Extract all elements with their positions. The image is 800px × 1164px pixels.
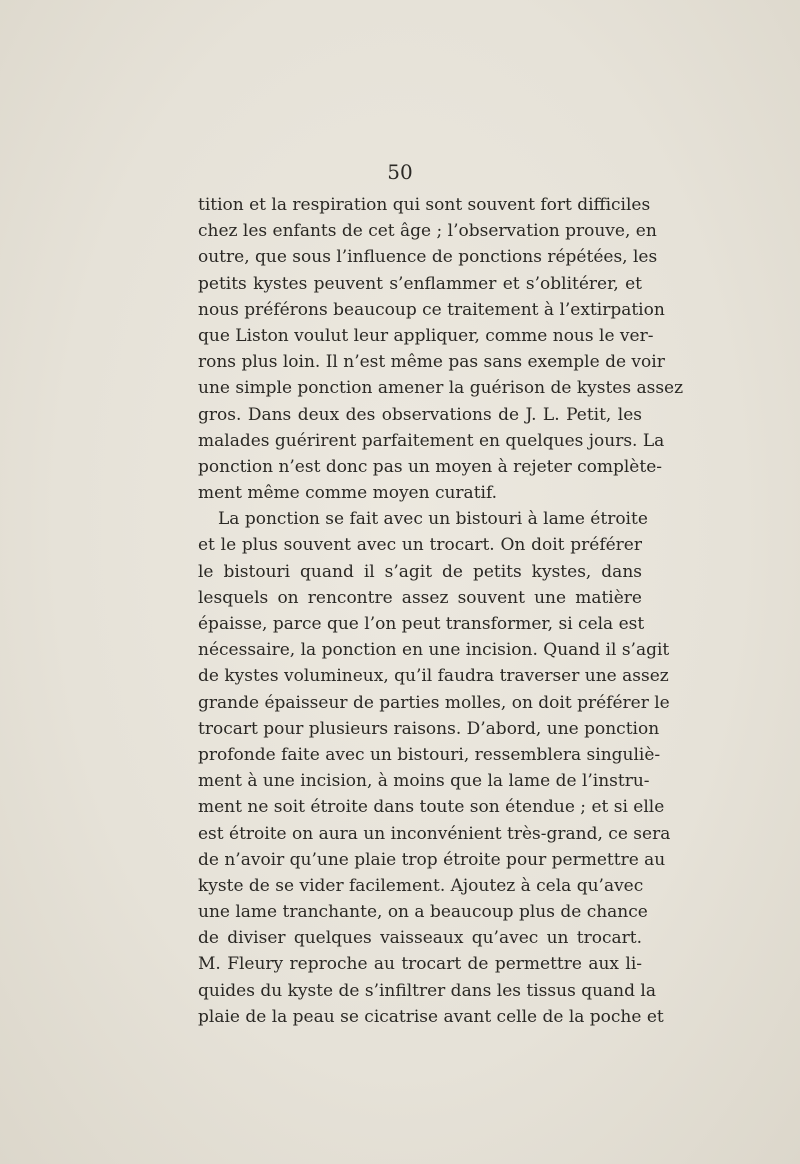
text-line: lesquels on rencontre assez souvent une matière <box>198 587 642 608</box>
text-line: rons plus loin. Il n’est même pas sans exemple de voir <box>198 352 665 373</box>
text-line: chez les enfants de cet âge ; l’observation prouve, en <box>198 221 657 242</box>
paragraph-start-line: La ponction se fait avec un bistouri à lame étroite <box>218 509 648 530</box>
text-line: outre, que sous l’influence de ponctions répétées, les <box>198 247 658 268</box>
text-line: de diviser quelques vaisseaux qu’avec un trocart. <box>198 928 642 949</box>
text-line: ment à une incision, à moins que la lame de l’instru- <box>198 771 650 792</box>
text-line: ment ne soit étroite dans toute son étendue ; et si elle <box>198 797 665 818</box>
text-line: épaisse, parce que l’on peut transformer, si cela est <box>198 614 645 634</box>
text-line: grande épaisseur de parties molles, on doit préférer le <box>198 692 670 713</box>
text-line: nécessaire, la ponction en une incision. Quand il s’agit <box>198 640 670 661</box>
text-line: gros. Dans deux des observations de J. L. Petit, les <box>198 404 642 425</box>
text-line: petits kystes peuvent s’enflammer et s’oblitérer, et <box>198 273 642 294</box>
text-line: M. Fleury reproche au trocart de permettre aux li- <box>198 954 642 975</box>
text-line: une lame tranchante, on a beaucoup plus de chance <box>198 902 648 923</box>
text-line: trocart pour plusieurs raisons. D’abord, une ponction <box>198 718 660 739</box>
text-line: nous préférons beaucoup ce traitement à l’extirpation <box>198 299 665 320</box>
text-line: une simple ponction amener la guérison de kystes assez <box>198 378 684 399</box>
text-line: malades guérirent parfaitement en quelques jours. La <box>198 430 665 451</box>
text-line: ment même comme moyen curatif. <box>198 483 498 504</box>
text-line: ponction n’est donc pas un moyen à rejeter complète- <box>198 456 662 477</box>
text-line: kyste de se vider facilement. Ajoutez à cela qu’avec <box>198 875 644 896</box>
text-line: de kystes volumineux, qu’il faudra traverser une assez <box>198 666 669 687</box>
text-line: profonde faite avec un bistouri, ressemblera singuliè- <box>198 744 661 765</box>
text-line: tition et la respiration qui sont souvent fort difficiles <box>198 195 651 215</box>
body-text <box>198 192 684 1030</box>
text-line: que Liston voulut leur appliquer, comme nous le ver- <box>198 325 654 346</box>
page-number: 50 <box>387 160 413 184</box>
text-line: le bistouri quand il s’agit de petits kystes, dans <box>198 561 642 582</box>
text-line: quides du kyste de s’infiltrer dans les tissus quand la <box>198 980 656 1001</box>
text-line: plaie de la peau se cicatrise avant celle de la poche et <box>198 1006 664 1027</box>
text-line: de n’avoir qu’une plaie trop étroite pour permettre au <box>198 849 666 870</box>
text-line: est étroite on aura un inconvénient très-grand, ce sera <box>198 823 671 844</box>
text-line: et le plus souvent avec un trocart. On doit préférer <box>198 535 642 556</box>
